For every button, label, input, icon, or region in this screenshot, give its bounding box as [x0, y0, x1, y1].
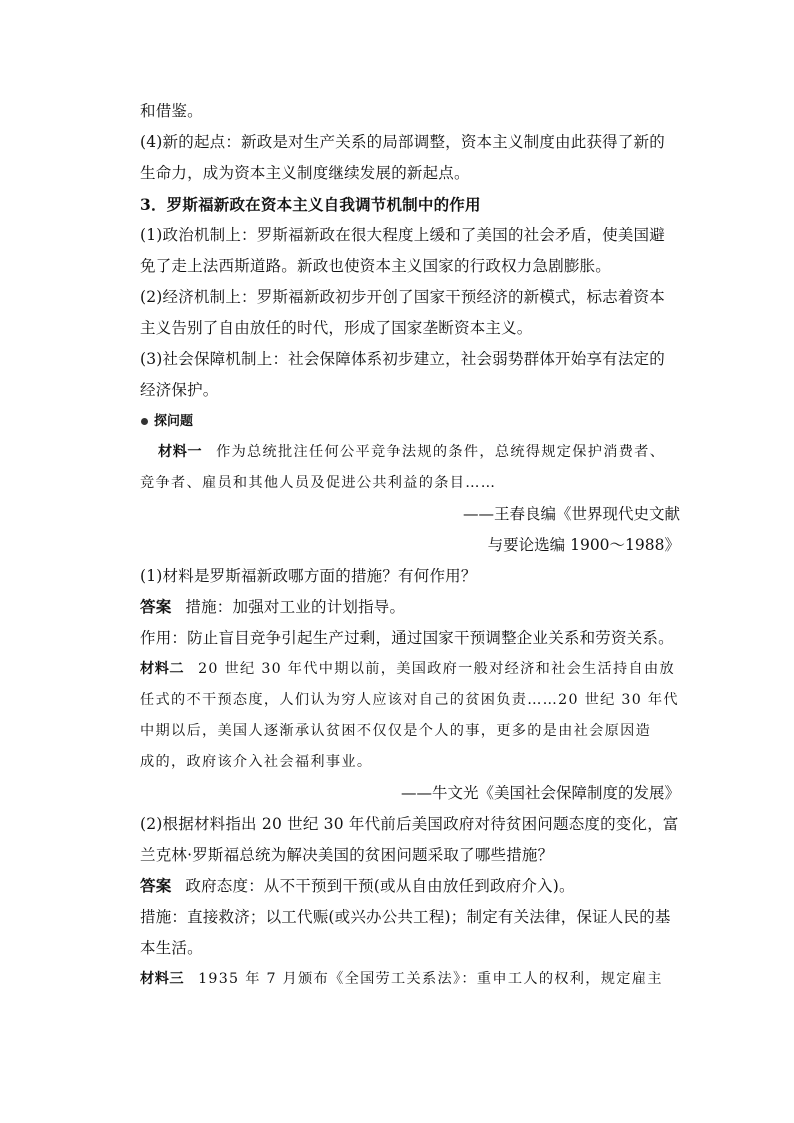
material-one-label: 材料一: [158, 444, 203, 460]
answer-one-line: [140, 592, 680, 623]
answer-one-line: 作用：防止盲目竞争引起生产过剩，通过国家干预调整企业关系和劳资关系。: [140, 629, 674, 647]
material-one-line: [140, 437, 680, 468]
answer-two-line: 本生活。: [140, 939, 203, 957]
material-two-source: ——牛文光《美国社会保障制度的发展》: [400, 784, 680, 802]
text-line: (3)社会保障机制上：社会保障体系初步建立，社会弱势群体开始享有法定的: [140, 350, 665, 368]
material-three-line: [140, 964, 680, 995]
explore-tag: [140, 406, 680, 437]
answer-one-text: 措施：加强对工业的计划指导。: [185, 598, 406, 616]
answer-two-line: [140, 871, 680, 902]
material-two-line: 中期以后，美国人逐渐承认贫困不仅仅是个人的事，更多的是由社会原因造: [140, 723, 652, 739]
material-two-text: 20 世纪 30 年代中期以前，美国政府一般对经济和社会生活持自由放: [198, 661, 675, 677]
answer-two-line: 措施：直接救济；以工代赈(或兴办公共工程)；制定有关法律，保证人民的基: [140, 908, 671, 926]
text-line: 经济保护。: [140, 381, 219, 399]
text-line: (2)经济机制上：罗斯福新政初步开创了国家干预经济的新模式，标志着资本: [140, 288, 665, 306]
answer-label: 答案: [140, 598, 172, 616]
material-three-text: 1935 年 7 月颁布《全国劳工关系法》：重申工人的权利，规定雇主: [198, 971, 663, 987]
material-one-text: 作为总统批注任何公平竞争法规的条件，总统得规定保护消费者、: [216, 444, 666, 460]
answer-two-text: 政府态度：从不干预到干预(或从自由放任到政府介入)。: [185, 877, 575, 895]
material-one-source: 与要论选编 1900～1988》: [487, 536, 680, 554]
text-line: 生命力，成为资本主义制度继续发展的新起点。: [140, 164, 470, 182]
explore-tag-label: 探问题: [154, 414, 194, 429]
material-three-label: 材料三: [140, 971, 185, 987]
document-body: [140, 96, 680, 995]
text-line: 主义告别了自由放任的时代，形成了国家垄断资本主义。: [140, 319, 533, 337]
material-two-line: 任式的不干预态度，人们认为穷人应该对自己的贫困负责……20 世纪 30 年代: [140, 692, 679, 708]
material-two-label: 材料二: [140, 661, 185, 677]
bullet-icon: [141, 418, 148, 425]
question-two-line: 兰克林·罗斯福总统为解决美国的贫困问题采取了哪些措施？: [140, 846, 554, 864]
text-line: (1)政治机制上：罗斯福新政在很大程度上缓和了美国的社会矛盾，使美国避: [140, 226, 665, 244]
section-heading: 3．罗斯福新政在资本主义自我调节机制中的作用: [140, 195, 481, 214]
text-line: (4)新的起点：新政是对生产关系的局部调整，资本主义制度由此获得了新的: [140, 133, 665, 151]
question-one: (1)材料是罗斯福新政哪方面的措施？有何作用？: [140, 567, 477, 585]
text-line: 和借鉴。: [140, 102, 203, 120]
text-line: 免了走上法西斯道路。新政也使资本主义国家的行政权力急剧膨胀。: [140, 257, 612, 275]
answer-label: 答案: [140, 877, 172, 895]
material-two-line: 成的，政府该介入社会福利事业。: [140, 754, 373, 770]
material-two-line: [140, 654, 680, 685]
material-one-line: 竞争者、雇员和其他人员及促进公共利益的条目……: [140, 475, 497, 491]
question-two-line: (2)根据材料指出 20 世纪 30 年代前后美国政府对待贫困问题态度的变化，富: [140, 815, 679, 833]
material-one-source: ——王春良编《世界现代史文献: [462, 505, 680, 523]
